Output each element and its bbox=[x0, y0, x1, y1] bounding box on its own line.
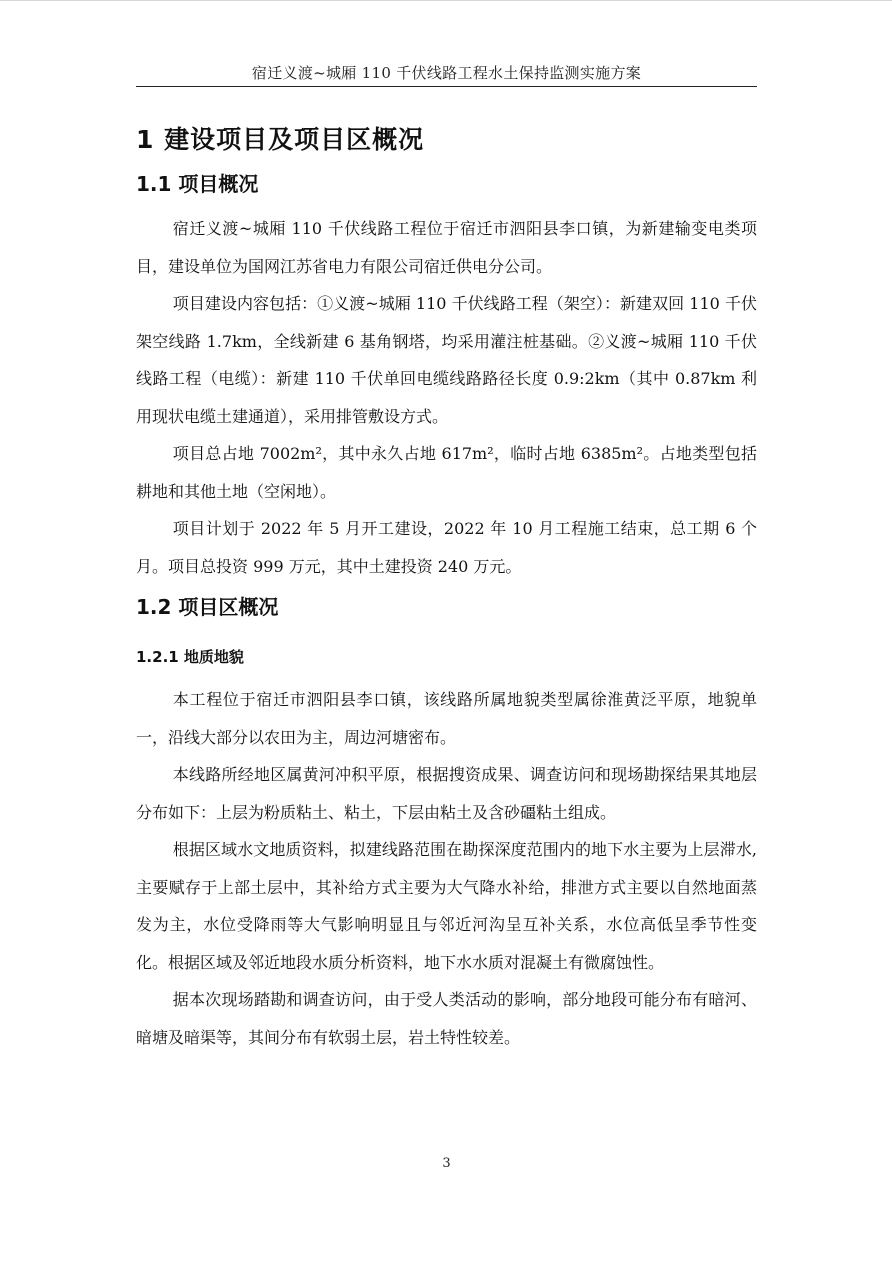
section-title-1-2: 1.2 项目区概况 bbox=[136, 595, 279, 619]
paragraph: 项目总占地 7002m²，其中永久占地 617m²，临时占地 6385m²。占地类型包括耕地和其他土地（空闲地）。 bbox=[136, 444, 757, 501]
paragraph: 本线路所经地区属黄河冲积平原，根据搜资成果、调查访问和现场勘探结果其地层分布如下：上层为粉质粘土、粘土，下层由粘土及含砂礓粘土组成。 bbox=[136, 765, 757, 822]
paragraph: 据本次现场踏勘和调查访问，由于受人类活动的影响，部分地段可能分布有暗河、暗塘及暗渠等，其间分布有软弱土层，岩土特性较差。 bbox=[136, 990, 757, 1047]
paragraph: 项目计划于 2022 年 5 月开工建设，2022 年 10 月工程施工结束，总工期 6 个月。项目总投资 999 万元，其中土建投资 240 万元。 bbox=[136, 519, 757, 576]
section-title-1-1: 1.1 项目概况 bbox=[136, 172, 259, 196]
paragraph: 根据区域水文地质资料，拟建线路范围在勘探深度范围内的地下水主要为上层滞水,主要赋存于上部土层中，其补给方式主要为大气降水补给，排泄方式主要以自然地面蒸发为主，水位受降雨等大气影响明显且与邻近河沟呈互补关系，水位高低呈季节性变化。根据区域及邻近地段水质分析资料，地下水水质对混凝土有微腐蚀性。 bbox=[136, 840, 757, 972]
chapter-title: 1 建设项目及项目区概况 bbox=[136, 125, 425, 154]
paragraph: 本工程位于宿迁市泗阳县李口镇，该线路所属地貌类型属徐淮黄泛平原，地貌单一，沿线大部分以农田为主，周边河塘密布。 bbox=[136, 690, 757, 747]
header-divider bbox=[136, 86, 757, 87]
page-number: 3 bbox=[442, 1156, 451, 1171]
paragraph: 宿迁义渡~城厢 110 千伏线路工程位于宿迁市泗阳县李口镇，为新建输变电类项目，建设单位为国网江苏省电力有限公司宿迁供电分公司。 bbox=[136, 219, 757, 276]
running-header: 宿迁义渡~城厢 110 千伏线路工程水土保持监测实施方案 bbox=[251, 64, 642, 82]
paragraph: 项目建设内容包括：①义渡~城厢 110 千伏线路工程（架空）：新建双回 110 千伏架空线路 1.7km，全线新建 6 基角钢塔，均采用灌注桩基础。②义渡~城厢 110 千伏线路工程（电缆）：新建 110 千伏单回电缆线路路径长度 0.9:2km（其中 0.87km 利用现状电缆土建通道），采用排管敷设方式。 bbox=[136, 294, 757, 426]
subsection-title-1-2-1: 1.2.1 地质地貌 bbox=[136, 648, 244, 666]
page-body bbox=[136, 118, 757, 1056]
page-edge bbox=[0, 0, 892, 1]
